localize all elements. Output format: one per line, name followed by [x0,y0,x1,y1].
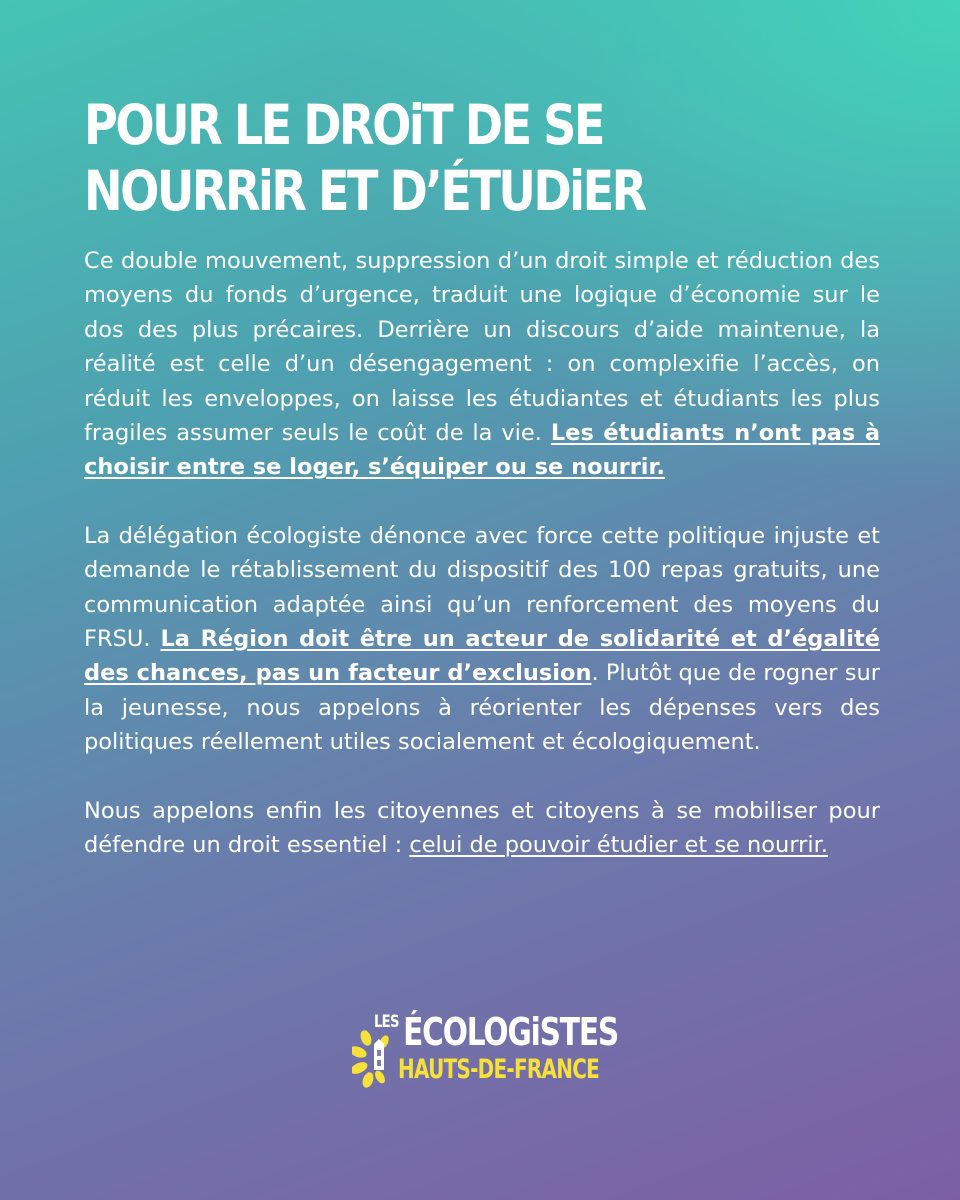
paragraph-1-emphasis: Les étudiants n’ont pas à choisir entre se loger, s’équiper ou se nourrir. [84,420,881,481]
logo-region: HAUTS-DE-FRANCE [398,1054,600,1085]
logo-title [374,1012,618,1052]
logo [352,1010,619,1092]
logo-les: LES [374,1012,399,1032]
paragraph-2-text-before: La délégation écologiste dénonce avec force cette politique injuste et demande le rétablissement du dispositif des 100 repas gratuits, une communication adaptée ainsi qu’un renforcement des moyens du FRSU. [84,522,880,653]
paragraph-2-emphasis: La Région doit être un acteur de solidarité et d’égalité des chances, pas un facteur d’exclusion [84,626,880,687]
paragraph-1-text: Ce double mouvement, suppression d’un droit simple et réduction des moyens du fonds d’urgence, traduit une logique d’économie sur le dos des plus précaires. Derrière un discours d’aide maintenue, la réalité est celle d’un désengagement : on complexifie l’accès, on réduit les enveloppes, on laisse les étudiantes et étudiants les plus fragiles assumer seuls le coût de la vie. [84,248,880,447]
main-content [84,92,880,863]
title-line-2: NOURRiR ET D’ÉTUDiER [84,159,645,223]
paragraph-3 [84,794,880,863]
paragraph-2-text-after: . Plutôt que de rogner sur la jeunesse, nous appelons à réorienter les dépenses vers des politiques réellement utiles socialement et écologiquement. [84,660,880,756]
paragraph-2 [84,519,880,760]
paragraph-1 [84,244,880,485]
paragraph-3-link: celui de pouvoir étudier et se nourrir. [409,832,829,859]
logo-name: ÉCOLOGiSTES [403,1010,619,1054]
paragraph-3-text: Nous appelons enfin les citoyennes et citoyens à se mobiliser pour défendre un droit essentiel : [84,797,880,859]
title-line-1: POUR LE DROiT DE SE [84,93,603,157]
page-title [84,92,857,224]
